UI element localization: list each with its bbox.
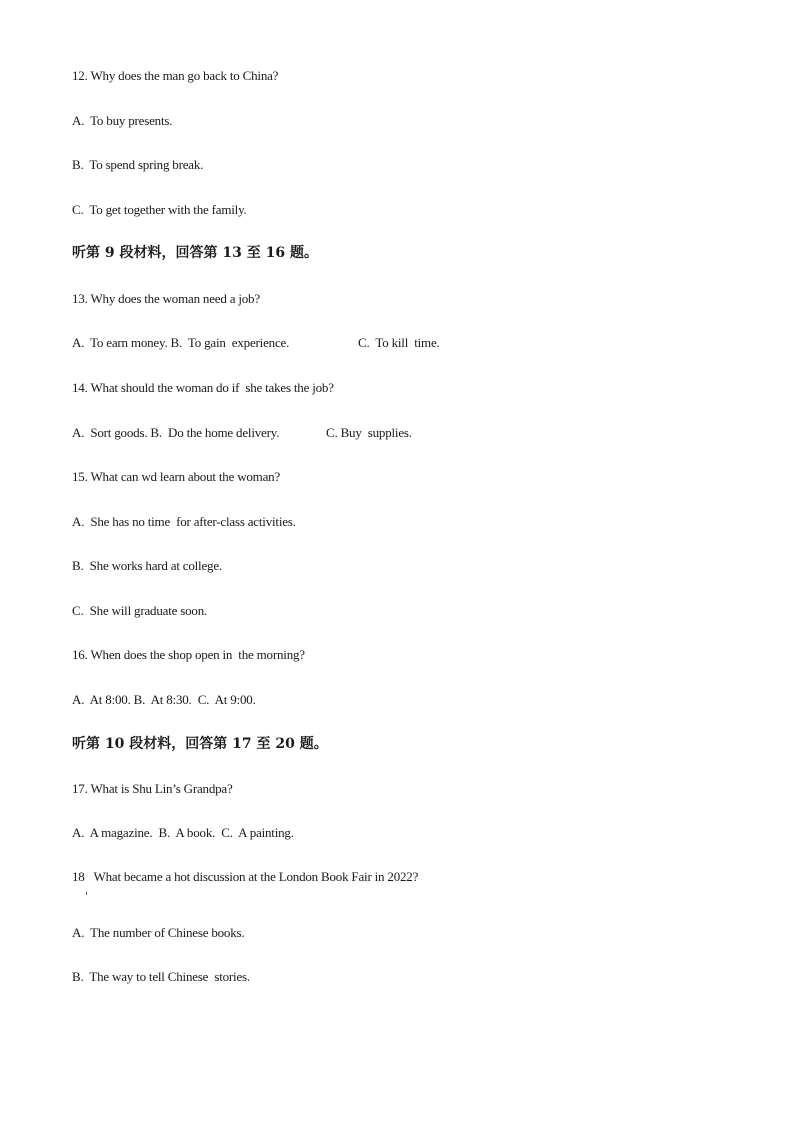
option-15-b: B. She works hard at college. [72,558,222,573]
section-heading-9: 听第 9 段材料，回答第 13 至 16 题。 [72,245,318,261]
question-18: 18 What became a hot discussion at the London Book Fair in 2022? [72,869,419,884]
option-15-a: A. She has no time for after-class activities. [72,514,296,529]
options-14-c: C. Buy supplies. [326,425,412,440]
option-18-b: B. The way to tell Chinese stories. [72,969,250,984]
options-13-ab: A. To earn money. B. To gain experience. [72,335,290,350]
question-17: 17. What is Shu Lin’s Grandpa? [72,781,233,796]
options-14-ab: A. Sort goods. B. Do the home delivery. [72,425,280,440]
question-16: 16. When does the shop open in the morning? [72,647,305,662]
option-15-c: C. She will graduate soon. [72,603,208,618]
options-13-c: C. To kill time. [358,335,440,350]
options-16: A. At 8:00. B. At 8:30. C. At 9:00. [72,692,256,707]
question-13: 13. Why does the woman need a job? [72,291,260,306]
options-17: A. A magazine. B. A book. C. A painting. [72,825,294,840]
option-18-a: A. The number of Chinese books. [72,925,245,940]
stray-mark [86,892,87,895]
question-15: 15. What can wd learn about the woman? [72,469,281,484]
option-12-a: A. To buy presents. [72,113,173,128]
option-12-c: C. To get together with the family. [72,202,247,217]
question-12: 12. Why does the man go back to China? [72,68,279,83]
section-heading-10: 听第 10 段材料，回答第 17 至 20 题。 [72,736,328,752]
question-14: 14. What should the woman do if she takes the job? [72,380,334,395]
option-12-b: B. To spend spring break. [72,157,204,172]
